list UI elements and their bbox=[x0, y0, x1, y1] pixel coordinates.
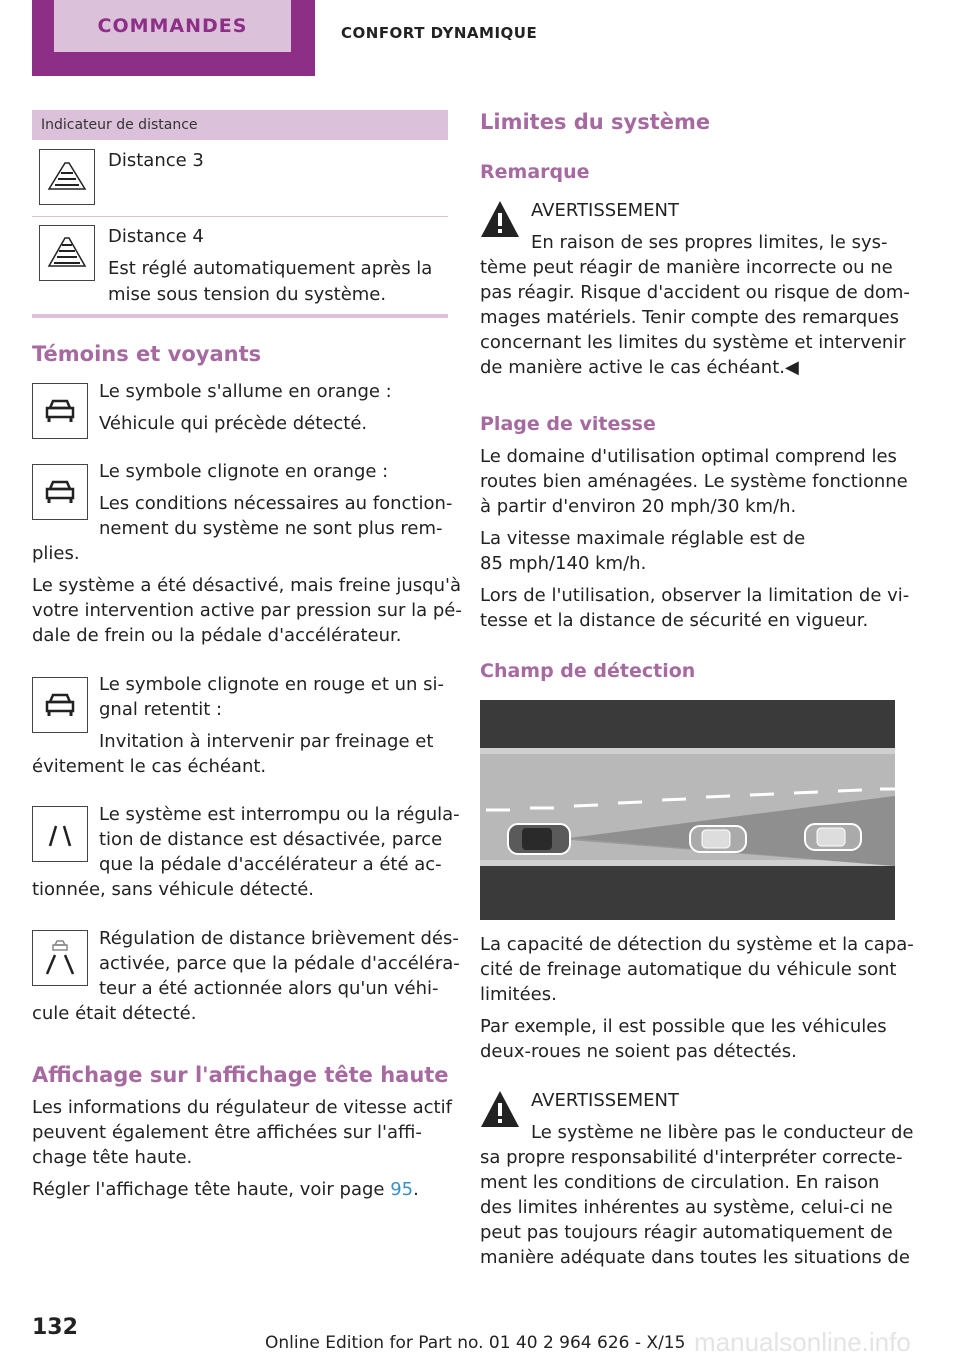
warn2-l6: manière adéquate dans toutes les situations de bbox=[480, 1247, 910, 1268]
warn1-l5: concernant les limites du système et intervenir bbox=[480, 332, 906, 353]
temoins-item2-b1: Les conditions nécessaires au fonction- bbox=[99, 493, 453, 514]
own-vehicle bbox=[508, 824, 570, 854]
vehicle-warning-icon bbox=[32, 677, 88, 733]
section-heading-hud: Affichage sur l'affichage tête haute bbox=[32, 1063, 449, 1087]
warn1-l4: mages matériels. Tenir compte des remarques bbox=[480, 307, 900, 328]
distance-3-icon bbox=[39, 149, 95, 205]
temoins-item2-c2: votre intervention active par pression sur la pé- bbox=[32, 600, 462, 621]
warn2-l4: des limites inhérentes au système, celui-ci ne bbox=[480, 1197, 893, 1218]
hud-p2-text: Régler l'affichage tête haute, voir page bbox=[32, 1179, 391, 1200]
warn1-l3: pas réagir. Risque d'accident ou risque de dom- bbox=[480, 282, 910, 303]
row-divider bbox=[32, 216, 448, 217]
temoins-item5-l4: cule était détecté. bbox=[32, 1003, 197, 1024]
hud-p2-suffix: . bbox=[413, 1179, 419, 1200]
plage-l6: Lors de l'utilisation, observer la limitation de vi- bbox=[480, 585, 910, 606]
plage-l3: à partir d'environ 20 mph/30 km/h. bbox=[480, 496, 797, 517]
hud-p2 bbox=[32, 1177, 419, 1203]
warn2-title: AVERTISSEMENT bbox=[531, 1090, 679, 1111]
subheading-plage: Plage de vitesse bbox=[480, 413, 656, 435]
temoins-item4-l4: tionnée, sans véhicule détecté. bbox=[32, 879, 315, 900]
warn1-l6: de manière active le cas échéant.◀ bbox=[480, 357, 799, 378]
lane-lines-icon bbox=[32, 806, 88, 862]
warn1-l2: tème peut réagir de manière incorrecte ou ne bbox=[480, 257, 893, 278]
hud-p1-l3: chage tête haute. bbox=[32, 1147, 193, 1168]
hud-p1-l1: Les informations du régulateur de vitesse actif bbox=[32, 1097, 452, 1118]
temoins-item5-l2: activée, parce que la pédale d'accéléra- bbox=[99, 953, 460, 974]
temoins-item3-l1: Le symbole clignote en rouge et un si- bbox=[99, 674, 445, 695]
section-heading-limites: Limites du système bbox=[480, 110, 711, 134]
temoins-item2-a: Le symbole clignote en orange : bbox=[99, 461, 389, 482]
watermark: manualsonline.info bbox=[694, 1327, 911, 1357]
champ-l3: limitées. bbox=[480, 984, 557, 1005]
warn2-l1: Le système ne libère pas le conducteur de bbox=[531, 1122, 914, 1143]
detected-vehicle-2 bbox=[805, 824, 861, 850]
temoins-item2-b3: plies. bbox=[32, 543, 80, 564]
warn2-l3: ment les conditions de circulation. En raison bbox=[480, 1172, 880, 1193]
warning-triangle-icon bbox=[480, 199, 520, 239]
temoins-item5-l1: Régulation de distance brièvement dés- bbox=[99, 928, 459, 949]
champ-l4: Par exemple, il est possible que les véhicules bbox=[480, 1016, 887, 1037]
plage-l4: La vitesse maximale réglable est de bbox=[480, 528, 806, 549]
temoins-item3-l3: Invitation à intervenir par freinage et bbox=[99, 731, 434, 752]
temoins-item4-l2: tion de distance est désactivée, parce bbox=[99, 829, 443, 850]
distance-4-icon bbox=[39, 225, 95, 281]
tab-commandes-label: COMMANDES bbox=[97, 15, 248, 37]
edition-footer: Online Edition for Part no. 01 40 2 964 626 - X/15 bbox=[265, 1333, 686, 1353]
champ-l2: cité de freinage automatique du véhicule sont bbox=[480, 959, 897, 980]
table-header bbox=[32, 110, 448, 140]
tab-commandes[interactable] bbox=[54, 0, 291, 52]
temoins-item5-l3: teur a été actionnée alors qu'un véhi- bbox=[99, 978, 439, 999]
warn1-l1: En raison de ses propres limites, le sys- bbox=[531, 232, 888, 253]
plage-l1: Le domaine d'utilisation optimal comprend les bbox=[480, 446, 897, 467]
lane-vehicle-icon bbox=[32, 930, 88, 986]
temoins-item2-b2: nement du système ne sont plus rem- bbox=[99, 518, 443, 539]
warning-triangle-icon bbox=[480, 1089, 520, 1129]
hud-p1-l2: peuvent également être affichées sur l'affi- bbox=[32, 1122, 422, 1143]
temoins-item4-l1: Le système est interrompu ou la régula- bbox=[99, 804, 460, 825]
temoins-item3-l4: évitement le cas échéant. bbox=[32, 756, 267, 777]
row-distance-3-label: Distance 3 bbox=[108, 150, 204, 171]
vehicle-detected-blink-icon bbox=[32, 464, 88, 520]
plage-l7: tesse et la distance de sécurité en vigueur. bbox=[480, 610, 869, 631]
warn1-title: AVERTISSEMENT bbox=[531, 200, 679, 221]
detection-field-illustration bbox=[480, 700, 895, 920]
plage-l5: 85 mph/140 km/h. bbox=[480, 553, 647, 574]
temoins-item2-c3: dale de frein ou la pédale d'accélérateur. bbox=[32, 625, 402, 646]
champ-l5: deux-roues ne soient pas détectés. bbox=[480, 1041, 797, 1062]
tab-confort-dynamique[interactable]: CONFORT DYNAMIQUE bbox=[341, 24, 538, 42]
row-distance-4-note: Est réglé automatiquement après la mise sous tension du système. bbox=[108, 258, 433, 305]
page-number: 132 bbox=[32, 1315, 78, 1340]
champ-l1: La capacité de détection du système et la capa- bbox=[480, 934, 914, 955]
temoins-item4-l3: que la pédale d'accélérateur a été ac- bbox=[99, 854, 442, 875]
table-header-label: Indicateur de distance bbox=[41, 117, 198, 133]
plage-l2: routes bien aménagées. Le système fonctionne bbox=[480, 471, 908, 492]
temoins-item1-b: Véhicule qui précède détecté. bbox=[99, 413, 368, 434]
subheading-champ: Champ de détection bbox=[480, 660, 696, 682]
vehicle-detected-icon bbox=[32, 383, 88, 439]
section-heading-temoins: Témoins et voyants bbox=[32, 342, 262, 366]
subheading-remarque: Remarque bbox=[480, 161, 590, 183]
temoins-item3-l2: gnal retentit : bbox=[99, 699, 223, 720]
detected-vehicle-1 bbox=[690, 826, 746, 852]
temoins-item2-c1: Le système a été désactivé, mais freine jusqu'à bbox=[32, 575, 461, 596]
temoins-item1-a: Le symbole s'allume en orange : bbox=[99, 381, 392, 402]
table-bottom-rule bbox=[32, 314, 448, 318]
page-link-95[interactable]: 95 bbox=[390, 1179, 414, 1200]
warn2-l5: peut pas toujours réagir automatiquement de bbox=[480, 1222, 893, 1243]
warn2-l2: sa propre responsabilité d'interpréter correcte- bbox=[480, 1147, 903, 1168]
row-distance-4-label: Distance 4 bbox=[108, 226, 204, 247]
